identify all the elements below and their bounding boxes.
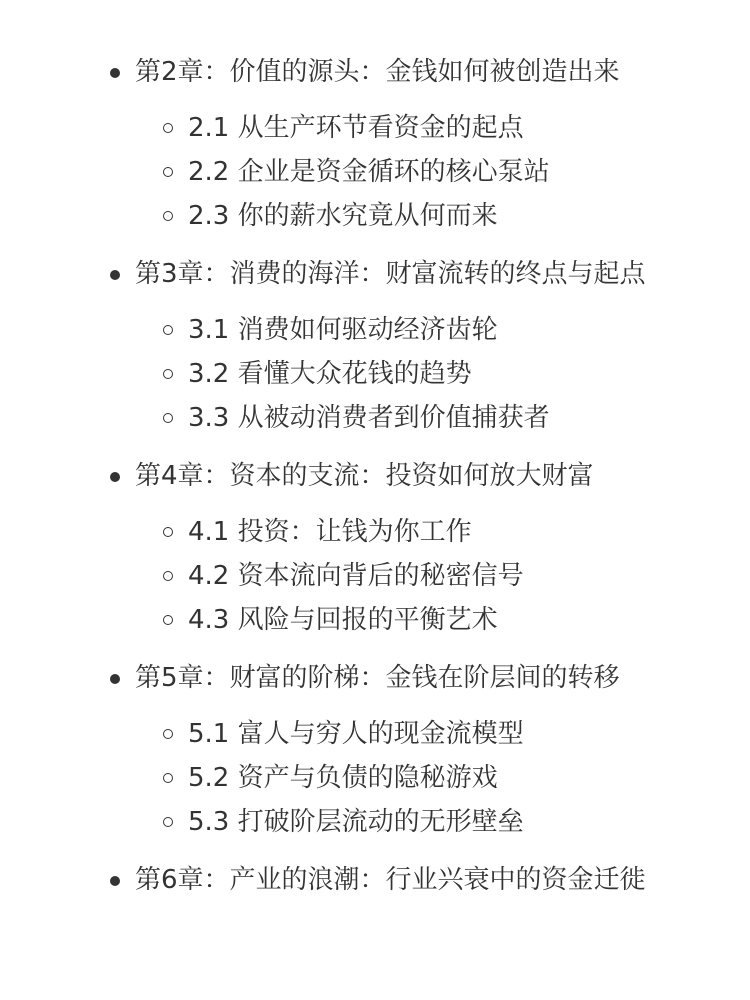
- circle-bullet-icon: [163, 167, 173, 177]
- circle-bullet-icon: [163, 571, 173, 581]
- circle-bullet-icon: [163, 211, 173, 221]
- chapter-3: [0, 254, 750, 294]
- bullet-icon: [110, 270, 120, 280]
- chapter-title: 第3章：消费的海洋：财富流转的终点与起点: [135, 259, 646, 289]
- section-title: 3.3 从被动消费者到价值捕获者: [188, 403, 550, 433]
- section-item: [0, 800, 750, 844]
- chapter-title: 第2章：价值的源头：金钱如何被创造出来: [135, 57, 620, 87]
- chapter-title: 第5章：财富的阶梯：金钱在阶层间的转移: [135, 663, 620, 693]
- circle-bullet-icon: [163, 123, 173, 133]
- section-item: [0, 150, 750, 194]
- circle-bullet-icon: [163, 527, 173, 537]
- section-item: [0, 554, 750, 598]
- chapter-title: 第6章：产业的浪潮：行业兴衰中的资金迁徙: [135, 865, 646, 895]
- section-title: 5.3 打破阶层流动的无形壁垒: [188, 807, 524, 837]
- section-title: 3.2 看懂大众花钱的趋势: [188, 359, 472, 389]
- circle-bullet-icon: [163, 615, 173, 625]
- chapter-2-sections: [0, 106, 750, 238]
- chapter-5: [0, 658, 750, 698]
- section-item: [0, 598, 750, 642]
- circle-bullet-icon: [163, 369, 173, 379]
- bullet-icon: [110, 876, 120, 886]
- section-item: [0, 510, 750, 554]
- circle-bullet-icon: [163, 817, 173, 827]
- circle-bullet-icon: [163, 729, 173, 739]
- section-item: [0, 396, 750, 440]
- chapter-4-sections: [0, 510, 750, 642]
- bullet-icon: [110, 472, 120, 482]
- chapter-2: [0, 52, 750, 92]
- section-title: 2.3 你的薪水究竟从何而来: [188, 201, 498, 231]
- section-item: [0, 194, 750, 238]
- section-item: [0, 352, 750, 396]
- circle-bullet-icon: [163, 325, 173, 335]
- section-item: [0, 756, 750, 800]
- section-item: [0, 712, 750, 756]
- chapter-5-sections: [0, 712, 750, 844]
- section-title: 3.1 消费如何驱动经济齿轮: [188, 315, 498, 345]
- section-item: [0, 106, 750, 150]
- section-item: [0, 308, 750, 352]
- chapter-3-sections: [0, 308, 750, 440]
- chapter-title: 第4章：资本的支流：投资如何放大财富: [135, 461, 594, 491]
- section-title: 2.1 从生产环节看资金的起点: [188, 113, 524, 143]
- bullet-icon: [110, 68, 120, 78]
- section-title: 2.2 企业是资金循环的核心泵站: [188, 157, 550, 187]
- chapter-6: [0, 860, 750, 900]
- section-title: 4.3 风险与回报的平衡艺术: [188, 605, 498, 635]
- section-title: 5.1 富人与穷人的现金流模型: [188, 719, 524, 749]
- section-title: 4.1 投资：让钱为你工作: [188, 517, 472, 547]
- section-title: 5.2 资产与负债的隐秘游戏: [188, 763, 498, 793]
- circle-bullet-icon: [163, 413, 173, 423]
- section-title: 4.2 资本流向背后的秘密信号: [188, 561, 524, 591]
- circle-bullet-icon: [163, 773, 173, 783]
- bullet-icon: [110, 674, 120, 684]
- chapter-4: [0, 456, 750, 496]
